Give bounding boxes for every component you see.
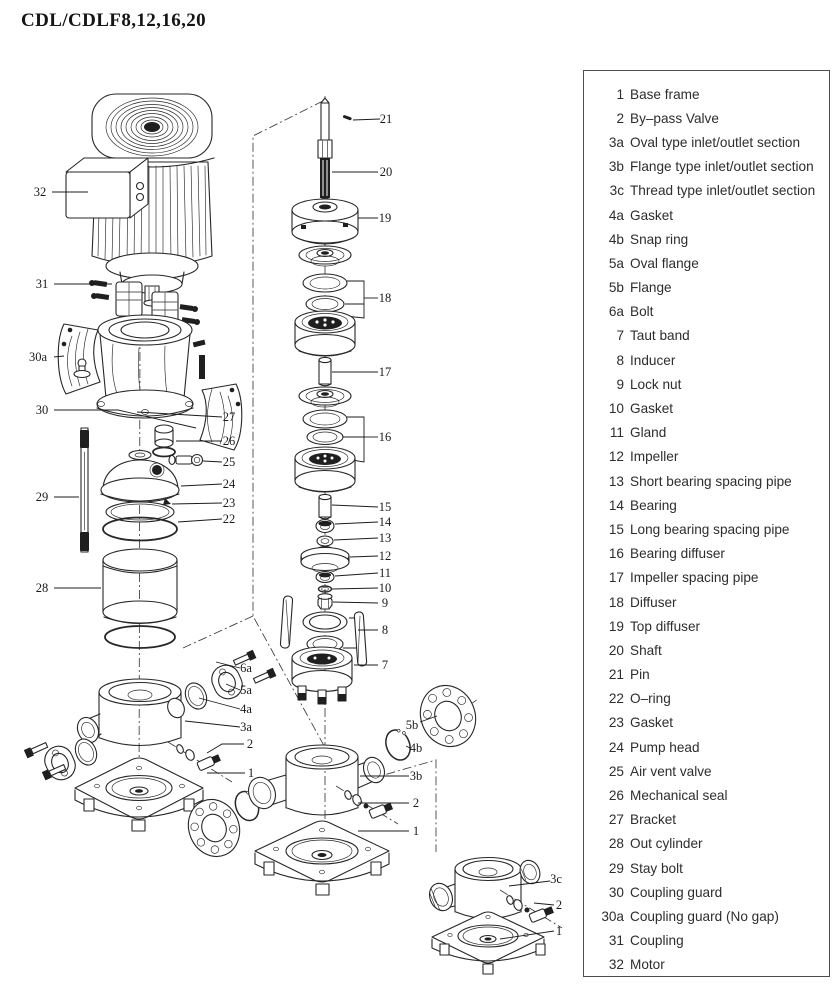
part-callout-21-18: 21 (379, 112, 393, 126)
part-number: 27 (608, 812, 624, 828)
part-number: 5a (608, 255, 624, 271)
part-name: O–ring (630, 691, 671, 707)
part-number: 30 (608, 884, 624, 900)
part-number: 9 (616, 376, 624, 392)
parts-list-row (594, 687, 823, 711)
part-number: 15 (608, 521, 624, 537)
parts-list-row (594, 130, 823, 154)
parts-list-row (594, 469, 823, 493)
part-callout-3b-35: 3b (409, 769, 423, 783)
parts-list-row (594, 106, 823, 130)
part-number: 4a (608, 207, 624, 223)
part-number: 16 (608, 546, 624, 562)
leader-line-21-18 (353, 119, 380, 120)
part-number: 24 (608, 739, 624, 755)
leader-line-9-30 (333, 602, 378, 603)
parts-list-rows (594, 82, 823, 977)
part-callout-26-7: 26 (222, 434, 236, 448)
part-callout-27-6: 27 (222, 410, 236, 424)
leader-line-23-10 (172, 503, 222, 504)
parts-list-row (594, 421, 823, 445)
part-name: Gasket (630, 401, 674, 417)
part-callout-5a-13: 5a (240, 683, 252, 697)
part-name: Pump head (630, 739, 700, 755)
part-callout-2-16: 2 (246, 737, 254, 751)
part-callout-2-36: 2 (412, 796, 420, 810)
part-callout-5b-33: 5b (405, 718, 419, 732)
part-number: 6a (608, 304, 624, 320)
part-name: Gasket (630, 715, 674, 731)
parts-list-row (594, 300, 823, 324)
part-name: Coupling guard (630, 884, 723, 900)
part-callout-12-27: 12 (378, 549, 392, 563)
parts-list-row (594, 82, 823, 106)
part-number: 25 (608, 763, 624, 779)
leader-line-12-27 (350, 556, 378, 557)
leader-line-15-24 (332, 505, 378, 507)
parts-list-row (594, 880, 823, 904)
part-name: Inducer (630, 352, 676, 368)
part-number: 14 (608, 497, 624, 513)
parts-list-row (594, 904, 823, 928)
part-number: 20 (608, 642, 624, 658)
parts-list-row (594, 372, 823, 396)
part-name: Stay bolt (630, 860, 683, 876)
part-callout-10-29: 10 (378, 581, 392, 595)
top-diffuser-drawing (292, 199, 358, 244)
part-name: Out cylinder (630, 836, 703, 852)
parts-list-row (594, 614, 823, 638)
part-callout-4a-14: 4a (240, 702, 252, 716)
part-callout-7-32: 7 (381, 658, 389, 672)
diffuser-plate-drawing (299, 246, 351, 266)
part-name: Oval type inlet/outlet section (630, 134, 801, 150)
parts-list-row (594, 566, 823, 590)
part-callout-3a-15: 3a (240, 720, 252, 734)
short-spacing-pipe-drawing (317, 536, 333, 546)
parts-list-row (594, 638, 823, 662)
leader-line-10-29 (332, 588, 378, 589)
impeller-spacing-pipe-drawing (319, 357, 331, 385)
part-callout-8-31: 8 (381, 623, 389, 637)
part-number: 13 (608, 473, 624, 489)
part-number: 7 (616, 328, 624, 344)
part-callout-14-25: 14 (378, 515, 392, 529)
parts-list-row (594, 396, 823, 420)
leader-line-14-25 (335, 522, 378, 524)
part-callout-1-40: 1 (555, 924, 563, 938)
part-callout-25-8: 25 (222, 455, 236, 469)
part-number: 22 (608, 691, 624, 707)
bracket-drawing (97, 315, 206, 418)
shaft-drawing (318, 98, 332, 203)
part-callout-30-3: 30 (35, 403, 49, 417)
leader-line-2-16 (207, 744, 244, 753)
part-number: 32 (608, 957, 624, 973)
part-name: Base frame (630, 86, 700, 102)
bearing-drawing (316, 520, 334, 533)
part-name: Taut band (630, 328, 690, 344)
part-name: Bolt (630, 304, 654, 320)
part-callout-32-0: 32 (33, 185, 47, 199)
bearing-diffuser-drawing (295, 410, 364, 492)
parts-list-row (594, 348, 823, 372)
impeller-drawing (301, 547, 349, 573)
part-name: Mechanical seal (630, 788, 728, 804)
parts-list-row (594, 929, 823, 953)
part-callout-30a-2: 30a (28, 350, 48, 364)
part-number: 12 (608, 449, 624, 465)
pump-head-drawing (101, 451, 179, 503)
part-name: Diffuser (630, 594, 677, 610)
part-callout-29-4: 29 (35, 490, 49, 504)
part-number: 18 (608, 594, 624, 610)
base-frame-flange-drawing (255, 821, 389, 895)
parts-list-row (594, 711, 823, 735)
part-name: Air vent valve (630, 763, 712, 779)
part-name: Lock nut (630, 376, 682, 392)
part-number: 5b (608, 280, 624, 296)
part-number: 21 (608, 667, 624, 683)
inducer-drawing (303, 612, 358, 652)
part-callout-2-39: 2 (555, 898, 563, 912)
part-callout-3c-38: 3c (550, 872, 562, 886)
part-callout-23-10: 23 (222, 496, 236, 510)
part-name: Pin (630, 667, 650, 683)
part-callout-11-28: 11 (378, 566, 392, 580)
parts-list-row (594, 227, 823, 251)
part-name: By–pass Valve (630, 110, 719, 126)
part-callout-1-17: 1 (247, 766, 255, 780)
part-name: Gland (630, 425, 667, 441)
page-title: CDL/CDLF8,12,16,20 (21, 10, 207, 31)
mechanical-seal-drawing (153, 425, 175, 457)
part-number: 28 (608, 836, 624, 852)
long-spacing-pipe-drawing (319, 494, 331, 518)
gland-drawing (316, 572, 334, 583)
part-callout-15-24: 15 (378, 500, 392, 514)
part-name: Top diffuser (630, 618, 701, 634)
base-frame-thread-drawing (432, 912, 545, 974)
part-number: 30a (601, 908, 624, 924)
parts-list-row (594, 445, 823, 469)
part-number: 17 (608, 570, 624, 586)
part-name: Bearing (630, 497, 677, 513)
flange-drawing (411, 677, 484, 755)
part-number: 3c (609, 183, 624, 199)
parts-list-row (594, 155, 823, 179)
part-number: 8 (616, 352, 624, 368)
part-name: Impeller spacing pipe (630, 570, 759, 586)
motor-drawing (66, 94, 214, 306)
part-number: 1 (616, 86, 624, 102)
part-name: Coupling (630, 933, 684, 949)
part-name: Shaft (630, 642, 662, 658)
part-callout-9-30: 9 (381, 596, 389, 610)
part-name: Short bearing spacing pipe (630, 473, 792, 489)
part-name: Impeller (630, 449, 679, 465)
part-number: 26 (608, 788, 624, 804)
part-callout-1-37: 1 (412, 824, 420, 838)
stay-bolt-drawing (80, 428, 89, 552)
part-name: Gasket (630, 207, 674, 223)
parts-list-row (594, 276, 823, 300)
parts-list-row (594, 179, 823, 203)
diffuser-plate2-drawing (299, 387, 351, 407)
parts-list-row (594, 856, 823, 880)
part-name: Bracket (630, 812, 677, 828)
parts-list-row (594, 590, 823, 614)
base-frame-oval-drawing (75, 758, 203, 831)
parts-list-row (594, 324, 823, 348)
air-vent-valve-drawing (169, 455, 203, 466)
parts-list-row (594, 517, 823, 541)
parts-list-row (594, 493, 823, 517)
part-callout-4b-34: 4b (409, 741, 423, 755)
parts-list-row (594, 203, 823, 227)
part-callout-24-9: 24 (222, 477, 236, 491)
parts-list-row (594, 953, 823, 977)
parts-list-row (594, 783, 823, 807)
part-name: Snap ring (630, 231, 689, 247)
part-number: 2 (616, 110, 624, 126)
part-number: 23 (608, 715, 624, 731)
part-number: 31 (608, 933, 624, 949)
part-callout-28-5: 28 (35, 581, 49, 595)
leader-line-22-11 (178, 519, 222, 522)
part-callout-13-26: 13 (378, 531, 392, 545)
part-number: 29 (608, 860, 624, 876)
parts-list-row (594, 808, 823, 832)
part-name: Motor (630, 957, 665, 973)
parts-list-row (594, 542, 823, 566)
part-name: Bearing diffuser (630, 546, 725, 562)
part-callout-22-11: 22 (222, 512, 236, 526)
part-number: 11 (609, 425, 624, 441)
part-callout-31-1: 31 (35, 277, 49, 291)
parts-list-row (594, 251, 823, 275)
leader-line-24-9 (181, 484, 222, 486)
leader-line-3a-15 (185, 721, 240, 727)
leader-line-2-39 (534, 903, 554, 905)
parts-list-row (594, 832, 823, 856)
part-name: Thread type inlet/outlet section (630, 183, 816, 199)
diffuser-chamber-drawing (295, 311, 355, 356)
part-number: 3b (608, 159, 624, 175)
part-callout-20-19: 20 (379, 165, 393, 179)
part-number: 4b (608, 231, 624, 247)
part-number: 3a (608, 134, 624, 150)
part-callout-16-23: 16 (378, 430, 392, 444)
lock-nut-drawing (318, 594, 332, 609)
part-callout-17-22: 17 (378, 365, 392, 379)
part-name: Flange (630, 280, 672, 296)
parts-list-row (594, 663, 823, 687)
leader-line-25-8 (203, 461, 222, 462)
part-callout-18-21: 18 (378, 291, 392, 305)
part-callout-19-20: 19 (378, 211, 392, 225)
part-number: 19 (608, 618, 624, 634)
parts-list-row (594, 735, 823, 759)
part-name: Flange type inlet/outlet section (630, 159, 814, 175)
parts-list-row (594, 759, 823, 783)
out-cylinder-drawing (103, 549, 177, 648)
leader-line-13-26 (334, 538, 378, 540)
leader-line-11-28 (335, 573, 378, 576)
part-callout-6a-12: 6a (240, 661, 252, 675)
part-name: Oval flange (630, 255, 699, 271)
pin-drawing (343, 115, 352, 121)
part-number: 10 (608, 401, 624, 417)
part-name: Coupling guard (No gap) (630, 908, 779, 924)
part-name: Long bearing spacing pipe (630, 521, 790, 537)
parts-list (583, 70, 830, 977)
